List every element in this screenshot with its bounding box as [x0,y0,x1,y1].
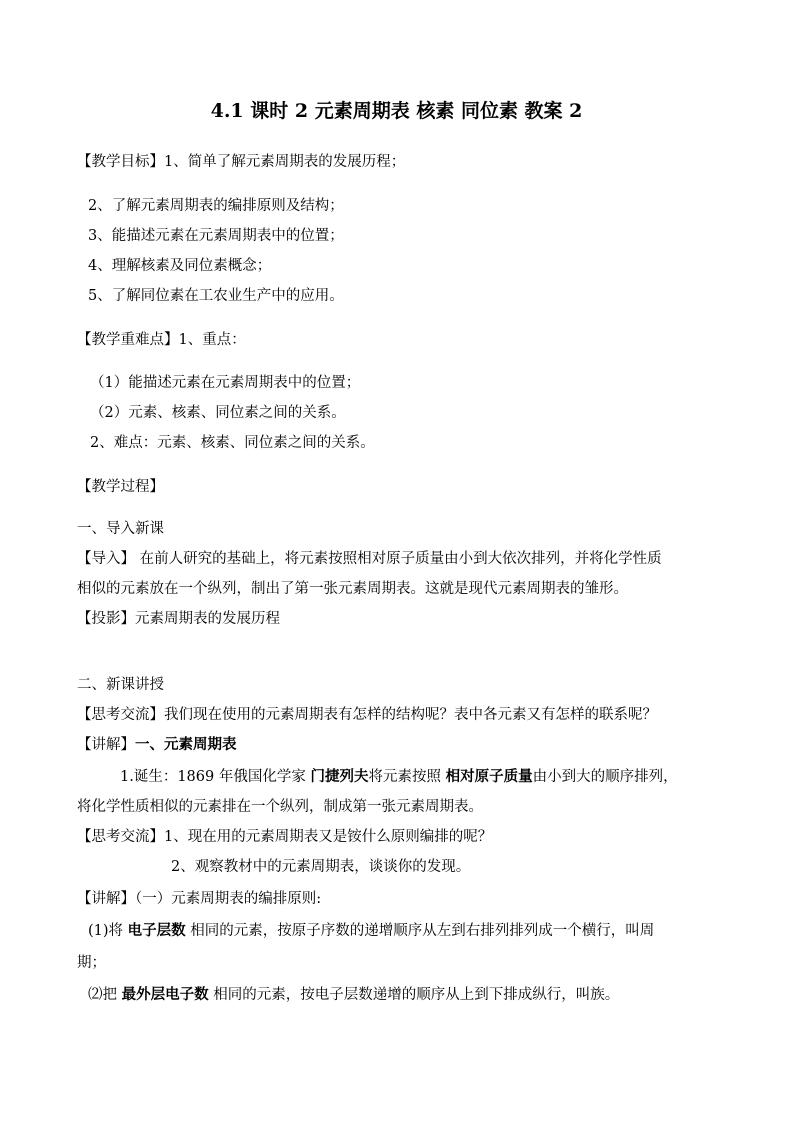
process-label: 【教学过程】 [77,479,164,495]
lecture-label: 【讲解】 [77,737,135,753]
key-point-text: 2、难点：元素、核素、同位素之间的关系。 [90,435,375,451]
rule-text: 期； [77,955,106,971]
think-text: 1、现在用的元素周期表又是铵什么原则编排的呢？ [164,829,493,845]
think-label: 【思考交流】 [77,707,164,723]
think-label: 【思考交流】 [77,829,164,845]
objective-item: 1、简单了解元素周期表的发展历程； [164,154,406,170]
intro-text: 在前人研究的基础上，将元素按照相对原子质量由小到大依次排列，并将化学性质 [135,551,662,567]
atomic-mass-bold: 相对原子质量 [445,768,533,785]
rule-text: 相同的元素，按电子层数递增的顺序从上到下排成纵行，叫族。 [208,987,620,1003]
projection-label: 【投影】 [77,611,135,627]
key-points-line [77,329,246,351]
objective-item: 2、了解元素周期表的编排原则及结构； [88,198,344,214]
think-line [77,704,657,726]
rule-line [88,920,654,942]
objective-item: 3、能描述元素在元素周期表中的位置； [88,228,344,244]
intro-text: 相似的元素放在一个纵列，制出了第一张元素周期表。这就是现代元素周期表的雏形。 [77,581,628,597]
mendeleev-bold: 门捷列夫 [310,768,369,785]
birth-line [120,766,678,788]
birth-text: 将元素按照 [368,769,446,785]
rule-text: (1)将 [88,923,128,939]
lecture-text: （一）元素周期表的编排原则: [135,891,322,907]
think-line [77,826,492,848]
objectives-line [77,151,405,173]
birth-text: 将化学性质相似的元素排在一个纵列，制成第一张元素周期表。 [77,799,483,815]
think-text: 我们现在使用的元素周期表有怎样的结构呢？表中各元素又有怎样的联系呢？ [164,707,657,723]
lecture-line [77,734,237,756]
section-heading: 一、导入新课 [77,521,164,537]
key-point-text: 1、重点： [178,332,246,348]
key-points-label: 【教学重难点】 [77,332,179,348]
lecture-label: 【讲解】 [77,891,135,907]
rule-line [88,984,619,1006]
think-text: 2、观察教材中的元素周期表，谈谈你的发现。 [171,859,471,875]
electron-shells-bold: 电子层数 [127,922,186,939]
intro-label: 【导入】 [77,551,135,567]
objective-item: 5、了解同位素在工农业生产中的应用。 [88,288,344,304]
key-point-text: （2）元素、核素、同位素之间的关系。 [90,405,346,421]
projection-text: 元素周期表的发展历程 [135,611,280,627]
birth-text: 由小到大的顺序排列， [532,769,678,785]
page-title: 4.1 课时 2 元素周期表 核素 同位素 教案 2 [210,100,583,122]
lecture-line [77,888,321,910]
rule-text: ⑵把 [88,987,122,1003]
lecture-heading: 一、元素周期表 [135,736,237,753]
intro-line [77,548,662,570]
birth-text: 1.诞生：1869 年俄国化学家 [120,769,311,785]
projection-line [77,608,280,630]
outer-electrons-bold: 最外层电子数 [121,986,209,1003]
rule-text: 相同的元素，按原子序数的递增顺序从左到右排列排列成一个横行，叫周 [185,923,655,939]
objectives-label: 【教学目标】 [77,154,164,170]
section-heading: 二、新课讲授 [77,677,164,693]
key-point-text: （1）能描述元素在元素周期表中的位置； [90,375,361,391]
objective-item: 4、理解核素及同位素概念； [88,258,272,274]
